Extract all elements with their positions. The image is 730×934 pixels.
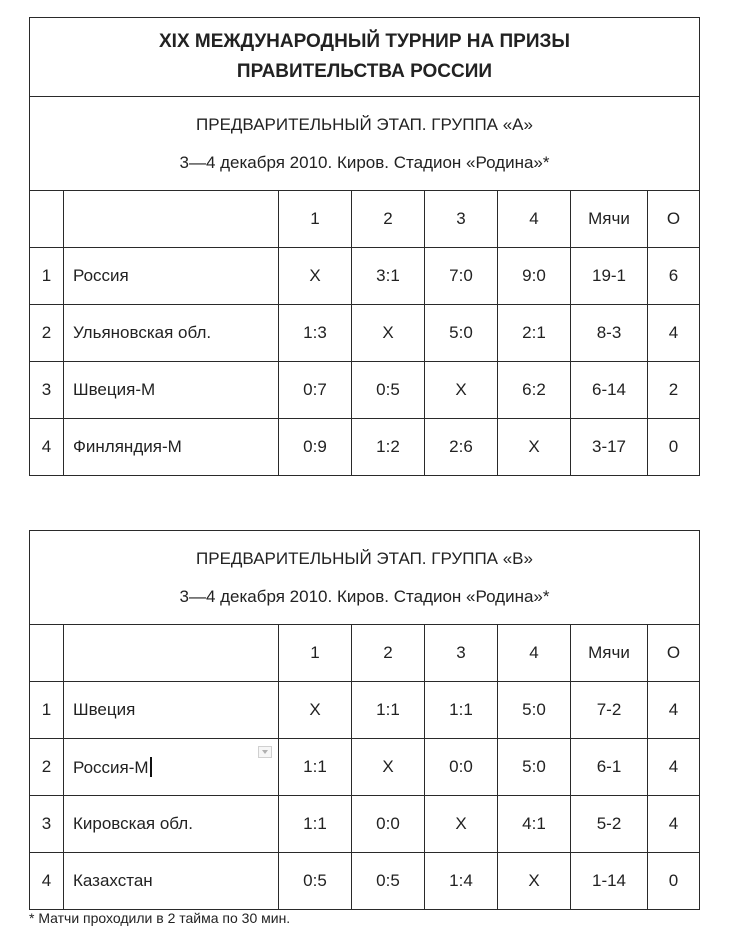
cell-text: 0:0	[376, 814, 400, 833]
header-cell: Мячи	[571, 625, 648, 682]
group-b-caption	[30, 531, 700, 625]
group-b-venue: 3—4 декабря 2010. Киров. Стадион «Родина»*	[179, 586, 550, 606]
cell-text: 5:0	[522, 700, 546, 719]
team-name-cell	[64, 362, 279, 419]
table-cell	[352, 796, 425, 853]
cell-text: 4:1	[522, 814, 546, 833]
cell-text: 4	[668, 814, 679, 833]
cell-text: 0:7	[303, 380, 327, 399]
cell-text: 2	[41, 323, 52, 342]
table-row	[30, 419, 700, 476]
team-name-cell	[64, 305, 279, 362]
table-cell	[571, 305, 648, 362]
table-cell	[352, 248, 425, 305]
table-row	[30, 796, 700, 853]
text-cursor	[150, 757, 152, 777]
team-name-cell	[64, 419, 279, 476]
header-cell	[30, 191, 64, 248]
rank-cell	[30, 362, 64, 419]
header-row	[30, 625, 700, 682]
table-cell	[648, 739, 700, 796]
table-cell	[279, 682, 352, 739]
table-cell	[352, 419, 425, 476]
cell-text: Х	[309, 266, 321, 285]
cell-text: 1:1	[303, 814, 327, 833]
table-cell	[498, 305, 571, 362]
cell-text: 5:0	[449, 323, 473, 342]
cell-text: 3-17	[591, 437, 627, 456]
table-cell	[498, 853, 571, 910]
table-cell	[425, 419, 498, 476]
table-row	[30, 853, 700, 910]
group-a-caption	[30, 97, 700, 191]
table-cell	[352, 853, 425, 910]
cell-text: 7-2	[596, 700, 622, 719]
cell-text: 0	[668, 871, 679, 890]
cell-text: Финляндия-М	[73, 437, 182, 456]
table-cell	[648, 305, 700, 362]
cell-text: Швеция	[73, 700, 136, 719]
cell-text: Россия-М	[73, 757, 149, 777]
cell-text: 5:0	[522, 757, 546, 776]
table-cell	[648, 419, 700, 476]
cell-text: 4	[668, 323, 679, 342]
group-a-stage: ПРЕДВАРИТЕЛЬНЫЙ ЭТАП. ГРУППА «А»	[196, 114, 533, 134]
cell-text: 1:1	[376, 700, 400, 719]
cell-text: Швеция-М	[73, 380, 156, 399]
table-cell	[425, 362, 498, 419]
chevron-down-icon[interactable]	[258, 746, 272, 758]
header-cell: 3	[425, 625, 498, 682]
cell-text: Казахстан	[73, 871, 153, 890]
team-name-cell	[64, 682, 279, 739]
table-row	[30, 362, 700, 419]
table-cell	[279, 853, 352, 910]
table-cell	[425, 853, 498, 910]
table-cell	[352, 305, 425, 362]
cell-text: 0:9	[303, 437, 327, 456]
table-cell	[425, 305, 498, 362]
group-a-table	[29, 17, 700, 476]
table-cell	[279, 362, 352, 419]
table-cell	[571, 739, 648, 796]
table-cell	[648, 853, 700, 910]
table-cell	[279, 739, 352, 796]
team-name-cell	[64, 796, 279, 853]
rank-cell	[30, 796, 64, 853]
table-row	[30, 682, 700, 739]
cell-text: Ульяновская обл.	[73, 323, 212, 342]
table-cell	[571, 419, 648, 476]
cell-text: Х	[382, 323, 394, 342]
table-row	[30, 305, 700, 362]
title-line-2: ПРАВИТЕЛЬСТВА РОССИИ	[236, 61, 493, 82]
table-cell	[571, 796, 648, 853]
header-row	[30, 191, 700, 248]
cell-text: 2:1	[522, 323, 546, 342]
cell-text: 8-3	[596, 323, 622, 342]
table-cell	[648, 796, 700, 853]
team-name-cell[interactable]	[64, 739, 279, 796]
cell-text: 1	[41, 266, 52, 285]
title-line-1: XIX МЕЖДУНАРОДНЫЙ ТУРНИР НА ПРИЗЫ	[159, 31, 570, 52]
cell-text: 6	[668, 266, 679, 285]
table-cell	[571, 853, 648, 910]
cell-text: 2	[41, 757, 52, 776]
rank-cell	[30, 682, 64, 739]
cell-text: 0:0	[449, 757, 473, 776]
header-cell	[64, 625, 279, 682]
tournament-title	[30, 18, 700, 97]
header-cell: 3	[425, 191, 498, 248]
cell-text: Х	[455, 380, 467, 399]
rank-cell	[30, 853, 64, 910]
table-cell	[498, 419, 571, 476]
header-cell	[64, 191, 279, 248]
cell-text: 6-1	[596, 757, 622, 776]
cell-text: 1:3	[303, 323, 327, 342]
header-cell: 4	[498, 191, 571, 248]
cell-text: 6-14	[591, 380, 627, 399]
cell-text: 19-1	[591, 266, 627, 285]
group-b-stage: ПРЕДВАРИТЕЛЬНЫЙ ЭТАП. ГРУППА «В»	[196, 548, 533, 568]
rank-cell	[30, 305, 64, 362]
group-a-venue: 3—4 декабря 2010. Киров. Стадион «Родина»*	[179, 152, 550, 172]
cell-text: 4	[668, 700, 679, 719]
header-cell: 2	[352, 191, 425, 248]
cell-text: 1:4	[449, 871, 473, 890]
cell-text: Россия	[73, 266, 129, 285]
cell-text: 0:5	[376, 380, 400, 399]
cell-text: Х	[528, 871, 540, 890]
cell-text: Кировская обл.	[73, 814, 193, 833]
table-cell	[571, 248, 648, 305]
header-cell: 2	[352, 625, 425, 682]
table-row	[30, 248, 700, 305]
table-cell	[498, 248, 571, 305]
rank-cell	[30, 739, 64, 796]
table-cell	[425, 248, 498, 305]
cell-text: 1:1	[303, 757, 327, 776]
cell-text: 5-2	[596, 814, 622, 833]
table-cell	[648, 248, 700, 305]
table-cell	[352, 739, 425, 796]
header-cell: Мячи	[571, 191, 648, 248]
cell-text: 3	[41, 380, 52, 399]
header-cell: О	[648, 191, 700, 248]
cell-text: Х	[309, 700, 321, 719]
cell-text: Х	[382, 757, 394, 776]
table-cell	[498, 362, 571, 419]
cell-text: 4	[668, 757, 679, 776]
table-cell	[425, 682, 498, 739]
cell-text: 0:5	[376, 871, 400, 890]
table-cell	[279, 419, 352, 476]
cell-text: 4	[41, 437, 52, 456]
cell-text: 0:5	[303, 871, 327, 890]
footnote: * Матчи проходили в 2 тайма по 30 мин.	[29, 910, 291, 926]
cell-text: 1:2	[376, 437, 400, 456]
header-cell: О	[648, 625, 700, 682]
table-row	[30, 739, 700, 796]
table-cell	[279, 248, 352, 305]
table-cell	[648, 362, 700, 419]
cell-text: 3	[41, 814, 52, 833]
table-cell	[425, 796, 498, 853]
group-b-table	[29, 530, 700, 910]
cell-text: 7:0	[449, 266, 473, 285]
table-cell	[571, 362, 648, 419]
cell-text: 2	[668, 380, 679, 399]
cell-text: 1-14	[591, 871, 627, 890]
cell-text: 6:2	[522, 380, 546, 399]
table-cell	[648, 682, 700, 739]
cell-text: 4	[41, 871, 52, 890]
table-cell	[279, 305, 352, 362]
cell-text: 0	[668, 437, 679, 456]
table-cell	[498, 796, 571, 853]
cell-text: 1	[41, 700, 52, 719]
header-cell: 1	[279, 625, 352, 682]
table-cell	[279, 796, 352, 853]
cell-text: 2:6	[449, 437, 473, 456]
header-cell: 1	[279, 191, 352, 248]
rank-cell	[30, 419, 64, 476]
table-cell	[498, 682, 571, 739]
cell-text: 9:0	[522, 266, 546, 285]
table-cell	[352, 682, 425, 739]
table-cell	[571, 682, 648, 739]
cell-text: 1:1	[449, 700, 473, 719]
table-cell	[352, 362, 425, 419]
team-name-cell	[64, 853, 279, 910]
header-cell	[30, 625, 64, 682]
table-cell	[498, 739, 571, 796]
cell-text: Х	[455, 814, 467, 833]
cell-text: 3:1	[376, 266, 400, 285]
header-cell: 4	[498, 625, 571, 682]
rank-cell	[30, 248, 64, 305]
team-name-cell	[64, 248, 279, 305]
table-cell	[425, 739, 498, 796]
cell-text: Х	[528, 437, 540, 456]
